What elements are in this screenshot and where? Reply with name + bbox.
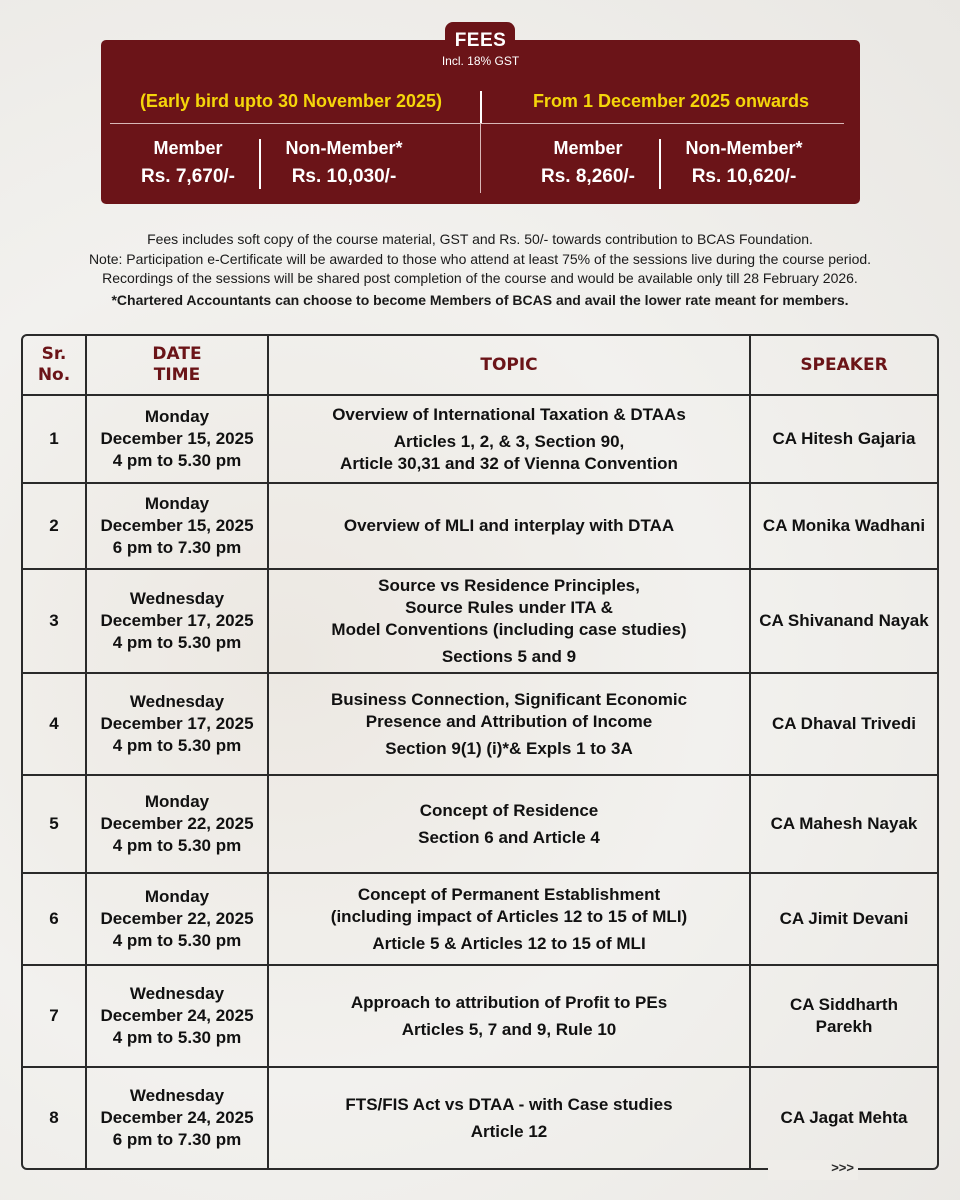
row-day: Wednesday <box>129 692 225 711</box>
table-row <box>23 776 937 874</box>
topic-line: Concept of Residence <box>419 800 599 820</box>
row-number-text: 1 <box>49 429 59 448</box>
speaker-name: CA Jagat Mehta <box>780 1108 908 1127</box>
table-row <box>23 966 937 1068</box>
regular-non-member-fee <box>669 138 819 188</box>
note-fees-include: Fees includes soft copy of the course material, GST and Rs. 50/- towards contribution to BCAS Foundation. <box>147 231 813 247</box>
row-speaker <box>751 966 937 1066</box>
row-number-text: 4 <box>49 714 59 733</box>
speaker-name: CA Hitesh Gajaria <box>772 429 916 448</box>
row-date-time <box>87 396 269 482</box>
row-number <box>23 874 87 964</box>
header-date-label: DATE <box>152 344 202 364</box>
row-topic <box>269 966 751 1066</box>
next-page-arrows[interactable]: >>> <box>768 1160 858 1180</box>
header-sr-label: Sr. <box>41 344 67 364</box>
topic-line: (including impact of Articles 12 to 15 of MLI) <box>330 906 688 926</box>
header-speaker-label: SPEAKER <box>800 354 888 375</box>
header-speaker <box>751 336 937 394</box>
row-speaker <box>751 1068 937 1168</box>
row-topic <box>269 1068 751 1168</box>
row-day: Wednesday <box>129 984 225 1003</box>
early-non-member-amount: Rs. 10,030/- <box>291 166 397 187</box>
topic-line: Source vs Residence Principles, <box>378 575 640 595</box>
regular-period: From 1 December 2025 onwards <box>532 91 810 111</box>
row-day: Wednesday <box>129 589 225 608</box>
early-member-fee <box>123 138 253 188</box>
header-date-time <box>87 336 269 394</box>
row-number <box>23 1068 87 1168</box>
period-divider <box>480 91 482 123</box>
row-number-text: 5 <box>49 814 59 833</box>
row-speaker <box>751 396 937 482</box>
row-time: 6 pm to 7.30 pm <box>112 538 242 557</box>
topic-line: Articles 5, 7 and 9, Rule 10 <box>401 1019 617 1039</box>
speaker-name: CA Mahesh Nayak <box>770 814 918 833</box>
row-time: 4 pm to 5.30 pm <box>112 451 242 470</box>
row-date: December 15, 2025 <box>100 516 254 535</box>
row-number <box>23 776 87 872</box>
topic-line: Sections 5 and 9 <box>441 646 577 666</box>
header-time-label: TIME <box>153 365 201 385</box>
row-speaker <box>751 674 937 774</box>
topic-line: Article 5 & Articles 12 to 15 of MLI <box>372 933 646 953</box>
topic-line: Section 9(1) (i)*& Expls 1 to 3A <box>385 738 633 758</box>
row-date: December 22, 2025 <box>100 909 254 928</box>
fees-notes <box>0 230 960 310</box>
table-row <box>23 874 937 966</box>
row-date-time <box>87 1068 269 1168</box>
row-time: 6 pm to 7.30 pm <box>112 1130 242 1149</box>
topic-line: Articles 1, 2, & 3, Section 90, <box>393 431 625 451</box>
row-number-text: 6 <box>49 909 59 928</box>
row-date: December 15, 2025 <box>100 429 254 448</box>
row-speaker <box>751 776 937 872</box>
note-certificate: Note: Participation e-Certificate will be awarded to those who attend at least 75% of the sessions live during the course period. <box>88 250 872 267</box>
regular-member-fee <box>523 138 653 188</box>
row-number-text: 2 <box>49 516 59 535</box>
note-recordings: Recordings of the sessions will be shared post completion of the course and would be available only till 28 February 2026. <box>102 270 858 286</box>
row-date-time <box>87 874 269 964</box>
row-number-text: 7 <box>49 1006 59 1025</box>
row-day: Wednesday <box>129 1086 225 1105</box>
row-topic <box>269 874 751 964</box>
row-topic <box>269 484 751 568</box>
regular-fee-divider <box>659 139 661 189</box>
speaker-name: CA Shivanand Nayak <box>759 611 929 630</box>
early-member-amount: Rs. 7,670/- <box>141 166 235 187</box>
topic-line: Overview of International Taxation & DTAAs <box>332 404 686 424</box>
topic-line: FTS/FIS Act vs DTAA - with Case studies <box>345 1094 673 1114</box>
row-number <box>23 674 87 774</box>
fees-gst-note: Incl. 18% GST <box>441 54 520 68</box>
speaker-name: CA Monika Wadhani <box>762 516 926 535</box>
topic-line: Section 6 and Article 4 <box>418 827 600 847</box>
speaker-name: CA Siddharth <box>790 995 898 1014</box>
row-date: December 24, 2025 <box>100 1108 254 1127</box>
fees-divider-line <box>110 123 844 124</box>
row-topic <box>269 570 751 672</box>
early-non-member-label: Non-Member* <box>285 138 403 158</box>
fees-panel <box>101 30 860 204</box>
table-row <box>23 396 937 484</box>
row-speaker <box>751 570 937 672</box>
row-time: 4 pm to 5.30 pm <box>112 633 242 652</box>
speaker-name: CA Dhaval Trivedi <box>772 714 916 733</box>
row-topic <box>269 674 751 774</box>
row-number <box>23 396 87 482</box>
table-row <box>23 1068 937 1168</box>
row-date-time <box>87 966 269 1066</box>
topic-line: Article 12 <box>470 1121 548 1141</box>
early-bird-period: (Early bird upto 30 November 2025) <box>139 91 443 111</box>
early-member-label: Member <box>153 138 223 158</box>
header-no-label: No. <box>37 365 71 385</box>
row-time: 4 pm to 5.30 pm <box>112 1028 242 1047</box>
row-date: December 17, 2025 <box>100 611 254 630</box>
speaker-name: Parekh <box>815 1017 873 1036</box>
row-number <box>23 570 87 672</box>
early-non-member-fee <box>269 138 419 188</box>
row-speaker <box>751 874 937 964</box>
row-day: Monday <box>144 792 210 811</box>
table-row <box>23 484 937 570</box>
row-date-time <box>87 570 269 672</box>
regular-member-label: Member <box>553 138 623 158</box>
row-number <box>23 484 87 568</box>
row-date: December 24, 2025 <box>100 1006 254 1025</box>
row-day: Monday <box>144 407 210 426</box>
fees-center-divider <box>480 123 481 193</box>
table-row <box>23 674 937 776</box>
row-topic <box>269 776 751 872</box>
header-sr-no <box>23 336 87 394</box>
row-time: 4 pm to 5.30 pm <box>112 931 242 950</box>
row-day: Monday <box>144 494 210 513</box>
row-date-time <box>87 776 269 872</box>
topic-line: Source Rules under ITA & <box>405 597 613 617</box>
topic-line: Article 30,31 and 32 of Vienna Convention <box>340 453 678 473</box>
header-topic-label: TOPIC <box>480 354 538 375</box>
row-speaker <box>751 484 937 568</box>
topic-line: Concept of Permanent Establishment <box>357 884 661 904</box>
row-date: December 22, 2025 <box>100 814 254 833</box>
schedule-table <box>21 334 939 1170</box>
table-header-row <box>23 336 937 396</box>
header-topic <box>269 336 751 394</box>
regular-member-amount: Rs. 8,260/- <box>541 166 635 187</box>
table-row <box>23 570 937 674</box>
speaker-name: CA Jimit Devani <box>779 909 909 928</box>
topic-line: Approach to attribution of Profit to PEs <box>350 992 668 1012</box>
note-membership: *Chartered Accountants can choose to become Members of BCAS and avail the lower rate meant for members. <box>111 291 849 308</box>
regular-non-member-amount: Rs. 10,620/- <box>691 166 797 187</box>
row-number <box>23 966 87 1066</box>
topic-line: Model Conventions (including case studies) <box>331 619 687 639</box>
row-date-time <box>87 484 269 568</box>
row-time: 4 pm to 5.30 pm <box>112 736 242 755</box>
topic-line: Overview of MLI and interplay with DTAA <box>343 516 675 535</box>
early-fee-divider <box>259 139 261 189</box>
row-date-time <box>87 674 269 774</box>
topic-line: Business Connection, Significant Economic <box>330 689 688 709</box>
topic-line: Presence and Attribution of Income <box>365 711 653 731</box>
regular-non-member-label: Non-Member* <box>685 138 803 158</box>
row-topic <box>269 396 751 482</box>
row-date: December 17, 2025 <box>100 714 254 733</box>
row-time: 4 pm to 5.30 pm <box>112 836 242 855</box>
row-number-text: 8 <box>49 1108 59 1127</box>
row-day: Monday <box>144 887 210 906</box>
fees-title: FEES <box>454 30 507 51</box>
row-number-text: 3 <box>49 611 59 630</box>
